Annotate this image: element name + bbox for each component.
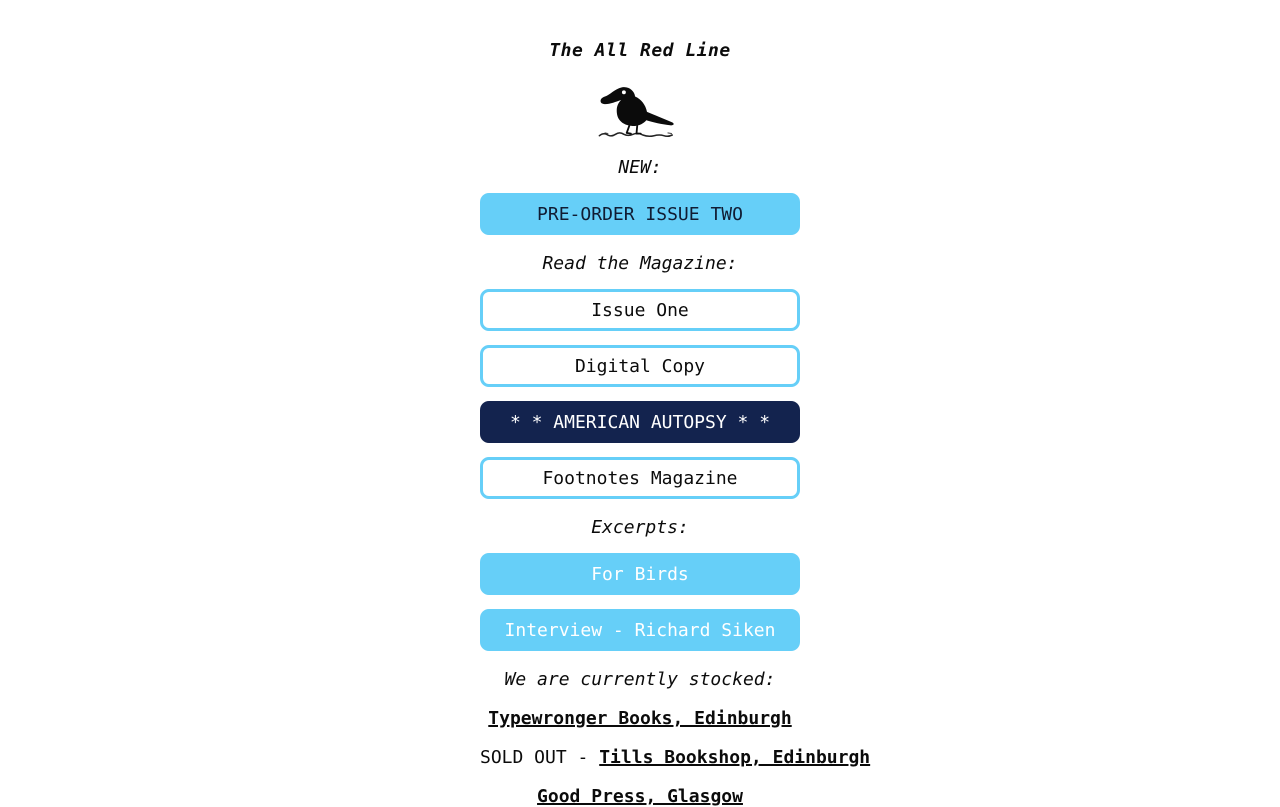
american-autopsy-button[interactable]: * * AMERICAN AUTOPSY * * xyxy=(480,401,800,443)
section-heading-read-the-magazine: Read the Magazine: xyxy=(542,253,738,274)
stockist-line xyxy=(480,708,800,729)
stockist-link-good-press[interactable]: Good Press, Glasgow xyxy=(537,786,743,807)
section-heading-stockists: We are currently stocked: xyxy=(504,669,776,690)
page-title: The All Red Line xyxy=(549,40,731,61)
preorder-issue-two-button[interactable]: PRE-ORDER ISSUE TWO xyxy=(480,193,800,235)
footnotes-magazine-button[interactable]: Footnotes Magazine xyxy=(480,457,800,499)
sold-out-label: SOLD OUT - xyxy=(480,747,600,768)
digital-copy-button[interactable]: Digital Copy xyxy=(480,345,800,387)
stockist-link-tills-bookshop[interactable]: Tills Bookshop, Edinburgh xyxy=(599,747,871,768)
interview-richard-siken-button[interactable]: Interview - Richard Siken xyxy=(480,609,800,651)
stockist-line xyxy=(480,747,871,768)
for-birds-button[interactable]: For Birds xyxy=(480,553,800,595)
link-page xyxy=(480,0,871,807)
crow-icon xyxy=(598,82,682,139)
stockist-link-typewronger-books[interactable]: Typewronger Books, Edinburgh xyxy=(488,708,792,729)
section-heading-new: NEW: xyxy=(618,157,662,178)
section-heading-excerpts: Excerpts: xyxy=(591,517,689,538)
stockist-line xyxy=(480,786,800,807)
issue-one-button[interactable]: Issue One xyxy=(480,289,800,331)
